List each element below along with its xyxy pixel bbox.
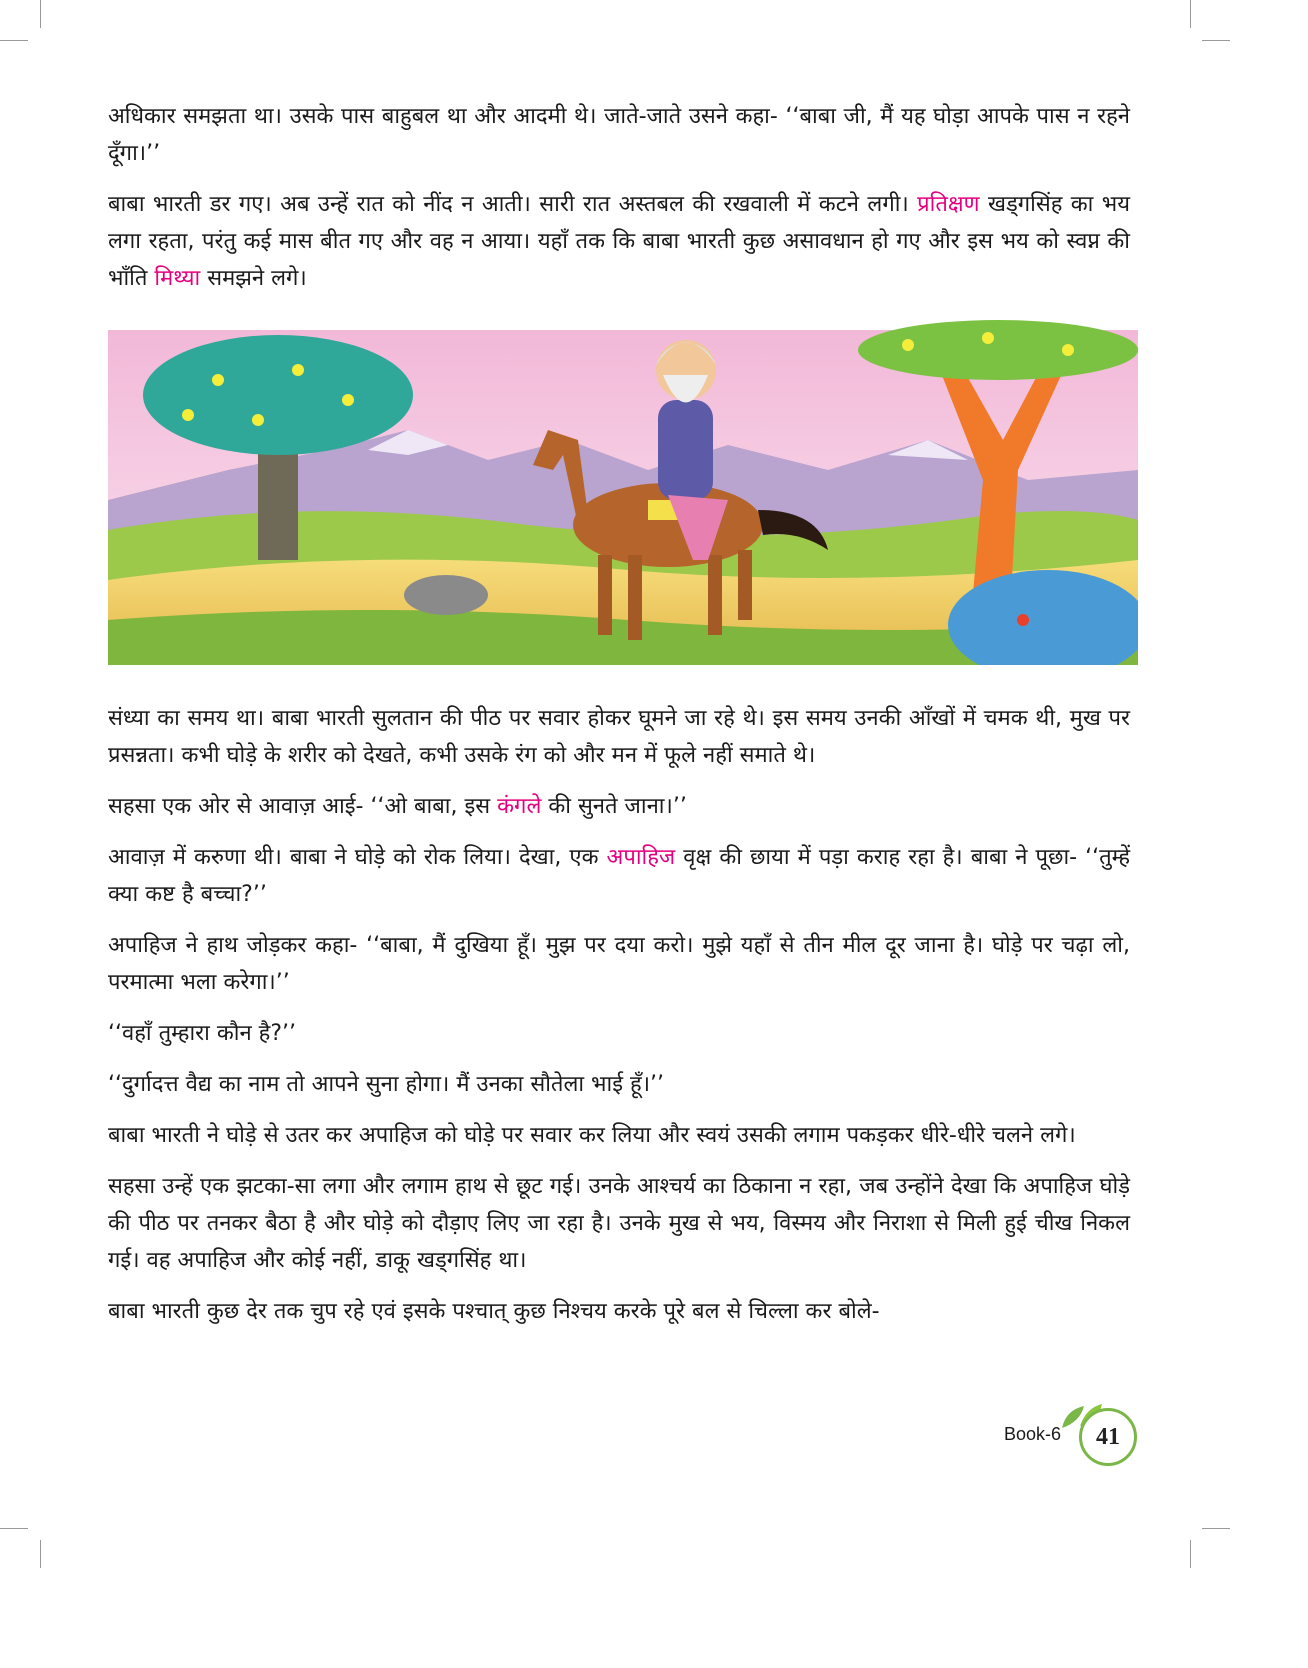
story-illustration [108,320,1138,665]
paragraph-2-part-3: समझने लगे। [200,266,307,291]
paragraph-5-part-2: वृक्ष की छाया में पड़ा कराह रहा है। बाबा ने पूछा- ‘‘तुम्हें क्या कष्ट है बच्चा?’’ [108,845,1131,907]
paragraph-2 [108,186,1130,297]
highlight-word-kangle: कंगले [497,794,542,819]
left-tree-fruit [212,374,224,386]
crop-mark-bottom-left [40,1540,41,1568]
paragraph-4 [108,788,1130,825]
paragraph-6: अपाहिज ने हाथ जोड़कर कहा- ‘‘बाबा, मैं दुखिया हूँ। मुझ पर दया करो। मुझे यहाँ से तीन मील दूर जाना है। घोड़े पर चढ़ा लो, परमात्मा भला करेगा।’’ [108,933,1130,995]
horse-leg [628,555,642,640]
book-label: Book-6 [1004,1424,1062,1444]
rider-body [658,400,713,500]
paragraph-4-part-2: की सुनते जाना।’’ [541,794,687,819]
top-text [108,98,1130,311]
paragraph-4-part-1: सहसा एक ओर से आवाज़ आई- ‘‘ओ बाबा, इस [108,794,498,819]
paragraph-5-part-1: आवाज़ में करुणा थी। बाबा ने घोड़े को रोक लिया। देखा, एक [108,845,607,870]
horse-leg [738,550,752,620]
paragraph-10: सहसा उन्हें एक झटका-सा लगा और लगाम हाथ से छूट गई। उनके आश्चर्य का ठिकाना न रहा, जब उन्होंने देखा कि अपाहिज घोड़े की पीठ पर तनकर बैठा है और घोड़े को दौड़ाए लिए जा रहा है। उनके मुख से भय, विस्मय और निराशा से मिली हुई चीख निकल गई। वह अपाहिज और कोई नहीं, डाकू खड्गसिंह था। [108,1174,1130,1273]
crop-mark-bottom-right [1190,1540,1191,1568]
horse-leg [708,555,722,635]
highlight-word-pratikshan: प्रतिक्षण [917,192,980,217]
left-tree-canopy [143,335,413,455]
page-number: 41 [1096,1423,1120,1450]
rock [404,575,488,615]
crop-mark-top-left-h [0,40,28,41]
paragraph-8: ‘‘दुर्गादत्त वैद्य का नाम तो आपने सुना होगा। मैं उनका सौतेला भाई हूँ।’’ [108,1072,665,1097]
paragraph-5 [108,839,1130,913]
paragraph-2-part-2: खड्गसिंह का भय लगा रहता, परंतु कई मास बीत गए और वह न आया। यहाँ तक कि बाबा भारती कुछ असावधान हो गए और इस भय को स्वप्न की भाँति [108,192,1130,291]
left-tree-fruit [182,409,194,421]
highlight-word-mithya: मिथ्या [154,266,201,291]
highlight-word-apahij: अपाहिज [606,845,676,870]
left-tree-fruit [292,364,304,376]
paragraph-9: बाबा भारती ने घोड़े से उतर कर अपाहिज को घोड़े पर सवार कर लिया और स्वयं उसकी लगाम पकड़कर धीरे-धीरे चलने लगे। [108,1123,1076,1148]
left-tree-fruit [342,394,354,406]
bush-berry [1017,614,1029,626]
page-number-badge [1079,1408,1137,1466]
crop-mark-bottom-left-h [0,1528,28,1529]
left-tree-fruit [252,414,264,426]
right-tree-fruit [982,332,994,344]
right-tree-canopy [858,320,1138,380]
crop-mark-bottom-right-h [1202,1528,1230,1529]
right-tree-fruit [902,339,914,351]
paragraph-3: संध्या का समय था। बाबा भारती सुलतान की पीठ पर सवार होकर घूमने जा रहे थे। इस समय उनकी आँखों में चमक थी, मुख पर प्रसन्नता। कभी घोड़े के शरीर को देखते, कभी उसके रंग को और मन में फूले नहीं समाते थे। [108,706,1130,768]
horse-leg [598,555,612,635]
crop-mark-top-right-h [1202,40,1230,41]
paragraph-11: बाबा भारती कुछ देर तक चुप रहे एवं इसके पश्चात् कुछ निश्चय करके पूरे बल से चिल्ला कर बोले- [108,1299,880,1324]
main-text [108,700,1130,1344]
paragraph-2-part-1: बाबा भारती डर गए। अब उन्हें रात को नींद न आती। सारी रात अस्तबल की रखवाली में कटने लगी। [108,192,918,217]
paragraph-7: ‘‘वहाँ तुम्हारा कौन है?’’ [108,1021,296,1046]
crop-mark-top-right [1190,0,1191,28]
paragraph-1: अधिकार समझता था। उसके पास बाहुबल था और आदमी थे। जाते-जाते उसने कहा- ‘‘बाबा जी, मैं यह घोड़ा आपके पास न रहने दूँगा।’’ [108,104,1130,166]
right-tree-fruit [1062,344,1074,356]
crop-mark-top-left [40,0,41,28]
